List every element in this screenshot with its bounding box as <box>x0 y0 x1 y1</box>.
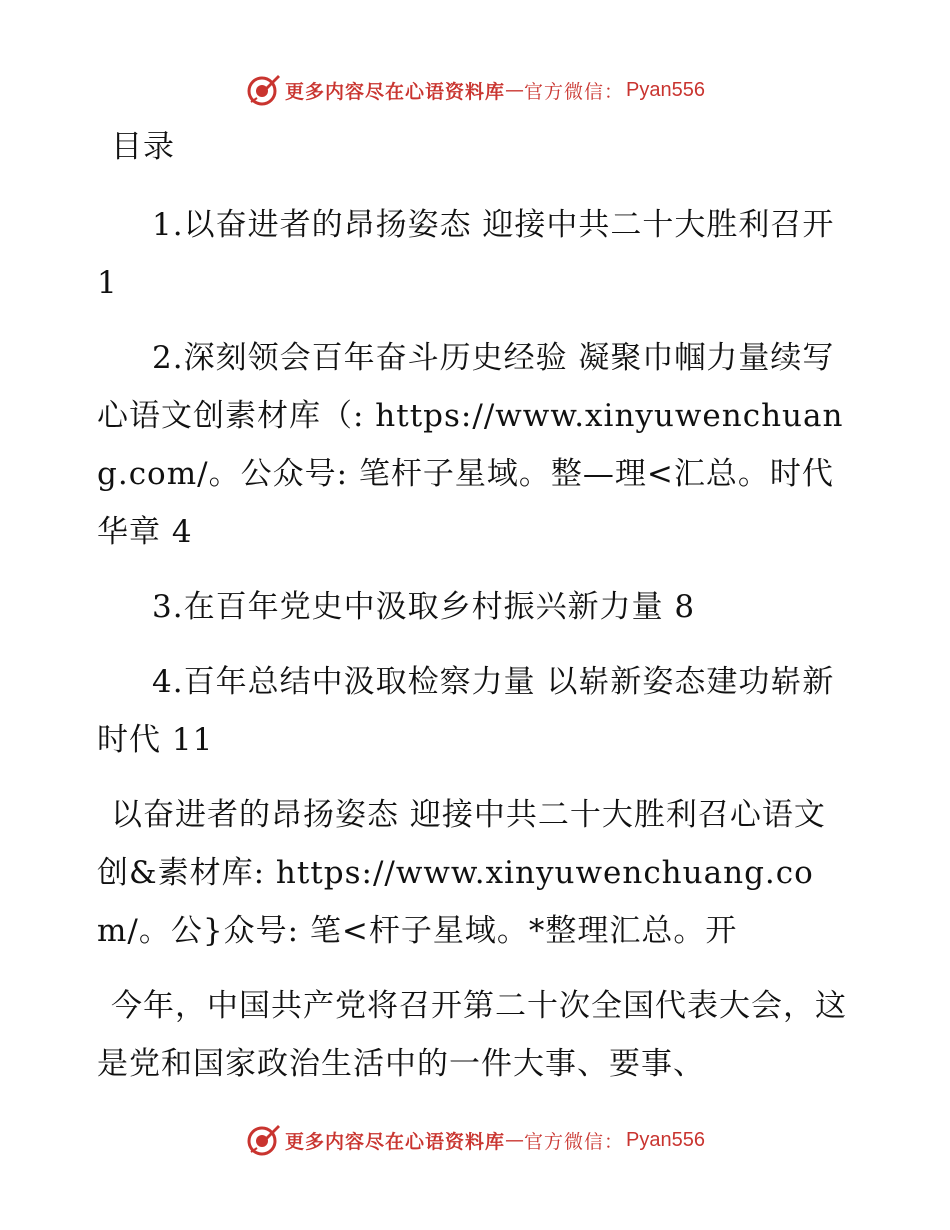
pen-logo-icon <box>245 72 281 108</box>
toc-heading: 目录 <box>111 129 175 165</box>
toc-item: 1.以奋进者的昂扬姿态 迎接中共二十大胜利召开 1 <box>97 207 835 301</box>
banner-wechat-label: 官方微信： <box>524 1130 625 1153</box>
section-title: 以奋进者的昂扬姿态 迎接中共二十大胜利召心语文创&素材库: https://www.xinyuwenchuang.com/。公}众号: 笔<杆子星域。*整理汇总。开 <box>97 797 826 949</box>
banner-brand-text: 更多内容尽在心语资料库 <box>285 80 506 103</box>
toc-item: 3.在百年党史中汲取乡村振兴新力量 8 <box>152 589 696 625</box>
toc-item: 4.百年总结中汲取检察力量 以崭新姿态建功崭新时代 11 <box>97 664 835 758</box>
banner-brand-text: 更多内容尽在心语资料库 <box>285 1130 506 1153</box>
banner-wechat-label: 官方微信： <box>524 80 625 103</box>
footer-banner <box>0 1120 950 1160</box>
banner-wechat-id: Pyan556 <box>626 78 705 101</box>
body-paragraph: 今年，中国共产党将召开第二十次全国代表大会，这是党和国家政治生活中的一件大事、要事、 <box>97 988 847 1082</box>
banner-dash: — <box>505 1129 525 1151</box>
toc-item: 2.深刻领会百年奋斗历史经验 凝聚巾帼力量续写心语文创素材库（: https://www.xinyuwenchuang.com/。公众号: 笔杆子星域。整—理<汇总。时代华章 4 <box>97 340 844 550</box>
document-body <box>97 118 852 1110</box>
header-banner <box>0 70 950 110</box>
banner-wechat-id: Pyan556 <box>626 1128 705 1151</box>
banner-dash: — <box>505 79 525 101</box>
pen-logo-icon <box>245 1122 281 1158</box>
